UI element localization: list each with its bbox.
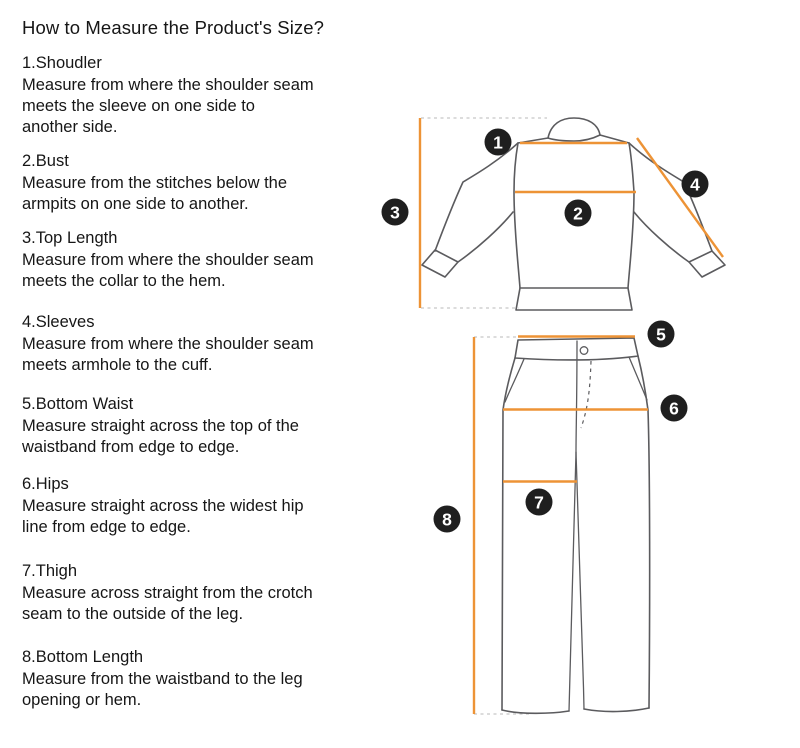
section-heading: 7.Thigh	[22, 562, 78, 580]
section-heading: 1.Shoudler	[22, 54, 102, 72]
section-hips	[22, 473, 367, 538]
section-text-line: Measure from where the shoulder seam	[22, 76, 314, 94]
section-text-line: meets the collar to the hem.	[22, 272, 226, 290]
section-shoulder	[22, 52, 367, 138]
pants-diagram	[420, 318, 710, 746]
section-heading: 4.Sleeves	[22, 313, 95, 331]
left-cuff-rib	[422, 250, 458, 277]
svg-text:1: 1	[493, 132, 503, 153]
svg-text:7: 7	[534, 492, 544, 513]
right-pocket-line	[629, 357, 647, 400]
section-thigh	[22, 560, 367, 625]
section-top-length	[22, 227, 367, 292]
svg-text:2: 2	[573, 203, 583, 224]
section-bottom-length	[22, 646, 367, 711]
section-text-line: line from edge to edge.	[22, 518, 191, 536]
section-bottom-waist	[22, 393, 367, 458]
section-text-line: armpits on one side to another.	[22, 195, 249, 213]
marker-2-badge	[565, 200, 592, 227]
svg-text:5: 5	[656, 324, 666, 345]
collar-rib	[548, 118, 600, 141]
page-title: How to Measure the Product's Size?	[22, 17, 325, 38]
section-heading: 6.Hips	[22, 475, 69, 493]
fly-stitch-dash	[581, 361, 591, 428]
section-text-line: Measure from where the shoulder seam	[22, 251, 314, 269]
section-text-line: Measure from where the shoulder seam	[22, 335, 314, 353]
section-text-line: another side.	[22, 118, 118, 136]
pants-outline	[502, 338, 650, 713]
svg-text:4: 4	[690, 174, 700, 195]
section-heading: 8.Bottom Length	[22, 648, 144, 666]
section-text-line: meets armhole to the cuff.	[22, 356, 213, 374]
section-text-line: waistband from edge to edge.	[22, 438, 240, 456]
section-heading: 3.Top Length	[22, 229, 118, 247]
marker-7-badge	[526, 489, 553, 516]
marker-4-badge	[682, 171, 709, 198]
section-text-line: meets the sleeve on one side to	[22, 97, 255, 115]
section-heading: 2.Bust	[22, 152, 69, 170]
marker-6-badge	[661, 395, 688, 422]
sweater-diagram	[376, 95, 800, 335]
marker-8-badge	[434, 506, 461, 533]
svg-text:3: 3	[390, 202, 400, 223]
section-text-line: Measure straight across the widest hip	[22, 497, 304, 515]
measure-line-sleeve	[637, 138, 723, 257]
section-text-line: Measure from the waistband to the leg	[22, 670, 303, 688]
section-text-line: Measure from the stitches below the	[22, 174, 288, 192]
section-text-line: Measure straight across the top of the	[22, 417, 299, 435]
section-sleeves	[22, 311, 367, 376]
right-cuff-rib	[689, 251, 725, 277]
section-text-line: Measure across straight from the crotch	[22, 584, 313, 602]
marker-5-badge	[648, 321, 675, 348]
instructions-column	[22, 16, 367, 711]
section-text-line: seam to the outside of the leg.	[22, 605, 244, 623]
left-pocket-line	[505, 359, 524, 402]
svg-text:8: 8	[442, 509, 452, 530]
section-text-line: opening or hem.	[22, 691, 142, 709]
svg-text:6: 6	[669, 398, 679, 419]
waist-button	[580, 347, 588, 355]
hem-rib	[516, 288, 632, 310]
marker-3-badge	[382, 199, 409, 226]
marker-1-badge	[485, 129, 512, 156]
section-bust	[22, 150, 367, 215]
section-heading: 5.Bottom Waist	[22, 395, 134, 413]
